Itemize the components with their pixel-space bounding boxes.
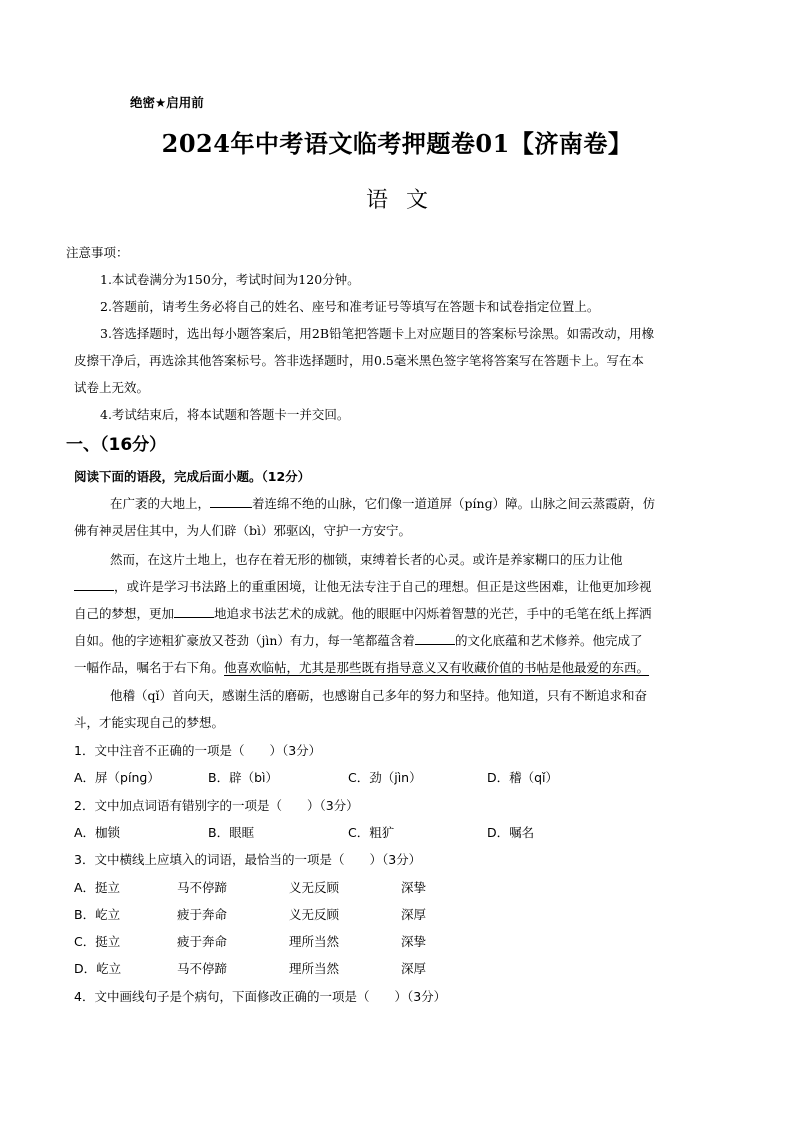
q3-option-b-word: 义无反顾 (289, 907, 340, 922)
note-3-line-2: 皮擦干净后，再选涂其他答案标号。答非选择题时，用0.5毫米黑色签字笔将答案写在答题卡上。写在本 (74, 353, 644, 368)
q3-option-c-word: 疲于奔命 (177, 934, 228, 949)
q3-option-a-word: 马不停蹄 (177, 880, 228, 895)
secret-mark: 绝密★启用前 (130, 95, 204, 110)
section-heading: 一、（16分） (66, 435, 167, 455)
q1-option-c: C．劲（jìn） (348, 770, 422, 785)
q3-option-d-word: 马不停蹄 (177, 961, 228, 976)
q2-option-d: D．嘱名 (487, 825, 535, 840)
q1-option-a: A．屏（pínɡ） (74, 770, 160, 785)
q3-option-a-word: 义无反顾 (289, 880, 340, 895)
q1-option-b: B．辟（bì） (208, 770, 278, 785)
passage-text: 着连绵不绝的山脉，它们像一道道屏（pínɡ）障。山脉之间云蒸霞蔚，仿 (252, 496, 656, 511)
passage-text: 地追求书法艺术的成就。他的眼眶中闪烁着智慧的光芒，手中的毛笔在纸上挥洒 (214, 606, 652, 621)
q2-option-a: A．枷锁 (74, 825, 121, 840)
note-3-line-3: 试卷上无效。 (74, 380, 150, 395)
passage-text: ，或许是学习书法路上的重重困境，让他无法专注于自己的理想。但正是这些困难，让他更加珍视 (114, 579, 652, 594)
q3-option-a: A．挺立 (74, 880, 121, 895)
fill-blank-3 (174, 607, 214, 618)
q3-option-b: B．屹立 (74, 907, 121, 922)
question-1: 1．文中注音不正确的一项是（ ）（3分） (74, 743, 322, 758)
fill-blank-2 (74, 580, 114, 591)
q3-option-c: C．挺立 (74, 934, 121, 949)
q1-option-d: D．稽（qǐ） (487, 770, 559, 785)
underlined-sentence: 他喜欢临帖，尤其是那些既有指导意义又有收藏价值的书帖是他最爱的东西。 (224, 660, 650, 675)
note-2: 2.答题前，请考生务必将自己的姓名、座号和准考证号等填写在答题卡和试卷指定位置上。 (100, 299, 600, 314)
note-1: 1.本试卷满分为150分，考试时间为120分钟。 (100, 272, 360, 287)
q3-option-d-word: 理所当然 (289, 961, 340, 976)
q3-option-b-word: 疲于奔命 (177, 907, 228, 922)
note-4: 4.考试结束后，将本试题和答题卡一并交回。 (100, 407, 350, 422)
q3-option-d: D．屹立 (74, 961, 122, 976)
reading-instruction: 阅读下面的语段，完成后面小题。（12分） (74, 469, 311, 484)
q3-option-d-word: 深厚 (401, 961, 427, 976)
fill-blank-4 (415, 634, 455, 645)
exam-title: 2024年中考语文临考押题卷01【济南卷】 (161, 129, 633, 158)
passage-line: 佛有神灵居住其中，为人们辟（bì）邪驱凶，守护一方安宁。 (74, 523, 412, 538)
question-2: 2．文中加点词语有错别字的一项是（ ）（3分） (74, 798, 359, 813)
passage-text: 自己的梦想，更加 (74, 606, 175, 621)
q3-option-b-word: 深厚 (401, 907, 427, 922)
q2-option-b: B．眼眶 (208, 825, 255, 840)
q3-option-c-word: 理所当然 (289, 934, 340, 949)
question-4: 4．文中画线句子是个病句，下面修改正确的一项是（ ）（3分） (74, 989, 447, 1004)
passage-text: 自如。他的字迹粗犷豪放又苍劲（jìn）有力，每一笔都蕴含着 (74, 633, 415, 648)
subject-label: 语文 (365, 188, 446, 213)
q3-option-a-word: 深挚 (401, 880, 427, 895)
notes-heading: 注意事项： (66, 245, 129, 260)
passage-text: 的文化底蕴和艺术修养。他完成了 (454, 633, 643, 648)
q2-option-c: C．粗犷 (348, 825, 395, 840)
question-3: 3．文中横线上应填入的词语，最恰当的一项是（ ）（3分） (74, 852, 422, 867)
passage-line (74, 631, 642, 649)
q3-option-c-word: 深挚 (401, 934, 427, 949)
passage-line: 然而，在这片土地上，也存在着无形的枷锁，束缚着长者的心灵。或许是养家糊口的压力让他 (110, 552, 623, 567)
passage-line (110, 494, 655, 512)
fill-blank-1 (210, 497, 252, 508)
passage-line: 斗，才能实现自己的梦想。 (74, 715, 225, 730)
note-3-line-1: 3.答选择题时，选出每小题答案后，用2B铅笔把答题卡上对应题目的答案标号涂黑。如需改动，用橡 (100, 326, 655, 341)
passage-line (74, 604, 652, 622)
passage-line: 他稽（qǐ）首向天，感谢生活的磨砺，也感谢自己多年的努力和坚持。他知道，只有不断追求和奋 (110, 688, 648, 703)
passage-text: 一幅作品，嘱名于右下角。 (74, 660, 225, 675)
passage-text: 在广袤的大地上， (110, 496, 211, 511)
passage-line (74, 577, 652, 595)
passage-line (74, 658, 649, 676)
subject-title (0, 183, 794, 214)
